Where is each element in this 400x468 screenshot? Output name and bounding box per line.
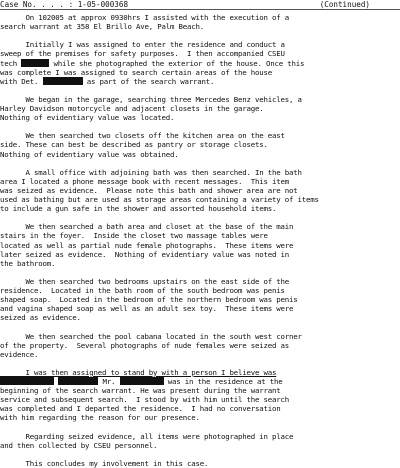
report-line-segment: Mr. <box>98 377 120 386</box>
report-line: tech while she photographed the exterior of the house. Once this <box>0 58 305 68</box>
report-line: sweep of the premises for safety purposes. I then accompanied CSEU <box>0 49 285 59</box>
report-line: We then searched two closets off the kitchen area on the east <box>0 131 285 141</box>
report-line: was seized as evidence. Please note this bath and shower area are not <box>0 185 298 195</box>
report-line-segment: was in the residence at the <box>163 377 283 386</box>
report-line: On 102005 at approx 0930hrs I assisted with the execution of a <box>0 13 289 22</box>
report-line: of the property. Several photographs of nude females were seized as <box>0 340 289 350</box>
report-line: service and subsequent search. I stood by with him until the search <box>0 395 289 405</box>
report-line: with Det. as part of the search warrant. <box>0 76 215 86</box>
report-line: We then searched two bedrooms upstairs on the east side of the <box>0 276 289 286</box>
report-line: Initially I was assigned to enter the residence and conduct a <box>0 40 285 50</box>
report-line: We then searched the pool cabana located in the south west corner <box>0 331 302 341</box>
report-line: to include a gun safe in the shower and assorted household items. <box>0 204 277 214</box>
report-line: used as bathing but are used as storage areas containing a variety of items <box>0 195 319 204</box>
redaction-box <box>43 77 83 85</box>
report-line: shaped soap. Located in the bedroom of the northern bedroom was penis <box>0 295 298 305</box>
redaction-box <box>0 377 54 385</box>
report-line: Harley Davidson motorcycle and adjacent closets in the garage. <box>0 104 264 113</box>
redaction-box <box>21 59 49 67</box>
report-line: later seized as evidence. Nothing of evidentiary value was noted in <box>0 249 289 259</box>
report-line: the bathroom. <box>0 258 56 268</box>
redaction-box <box>58 377 98 385</box>
report-line <box>0 377 283 386</box>
report-line-segment: I was then assigned to stand by with a person I believe was <box>0 367 277 377</box>
report-line: search warrant at 358 El Brillo Ave, Palm Beach. <box>0 22 204 32</box>
report-line: was complete I was assigned to search certain areas of the house <box>0 67 272 77</box>
report-line: with him regarding the reason for our presence. <box>0 413 200 423</box>
report-line: Nothing of evidentiary value was located. <box>0 113 175 123</box>
report-line-segment: while she photographed the exterior of the house. Once this <box>49 58 305 68</box>
report-line: located as well as partial nude female photographs. These items were <box>0 240 294 250</box>
report-line: beginning of the search warrant. He was present during the warrant <box>0 386 281 396</box>
report-line: A small office with adjoining bath was then searched. In the bath <box>0 167 302 177</box>
report-line: Regarding seized evidence, all items were photographed in place <box>0 431 294 441</box>
redaction-box <box>120 377 164 385</box>
report-line: Nothing of evidentiary value was obtained. <box>0 149 179 159</box>
report-line: evidence. <box>0 349 39 359</box>
report-line: We began in the garage, searching three Mercedes Benz vehicles, a <box>0 94 302 104</box>
report-line <box>0 368 276 377</box>
report-line: and then collected by CSEU personnel. <box>0 440 158 450</box>
report-line-segment: as part of the search warrant. <box>82 76 215 86</box>
case-number: Case No. . . . : 1-05-000368 <box>0 0 129 9</box>
header-rule <box>0 9 400 10</box>
continued-label: (Continued) <box>319 0 370 9</box>
report-line: seized as evidence. <box>0 313 81 323</box>
report-line: stairs in the foyer. Inside the closet two massage tables were <box>0 231 268 241</box>
report-line: This concludes my involvement in this case. <box>0 458 209 468</box>
report-line: and vagina shaped soap as well as an adult sex toy. These items were <box>0 304 294 314</box>
report-line: was completed and I departed the residence. I had no conversation <box>0 404 281 414</box>
report-line: side. These can best be described as pantry or storage closets. <box>0 140 268 150</box>
report-line: area I located a phone message book with recent messages. This item <box>0 176 289 186</box>
report-line: We then searched a bath area and closet at the base of the main <box>0 222 294 232</box>
report-line: residence. Located in the bath room of the south bedroom was penis <box>0 286 285 295</box>
